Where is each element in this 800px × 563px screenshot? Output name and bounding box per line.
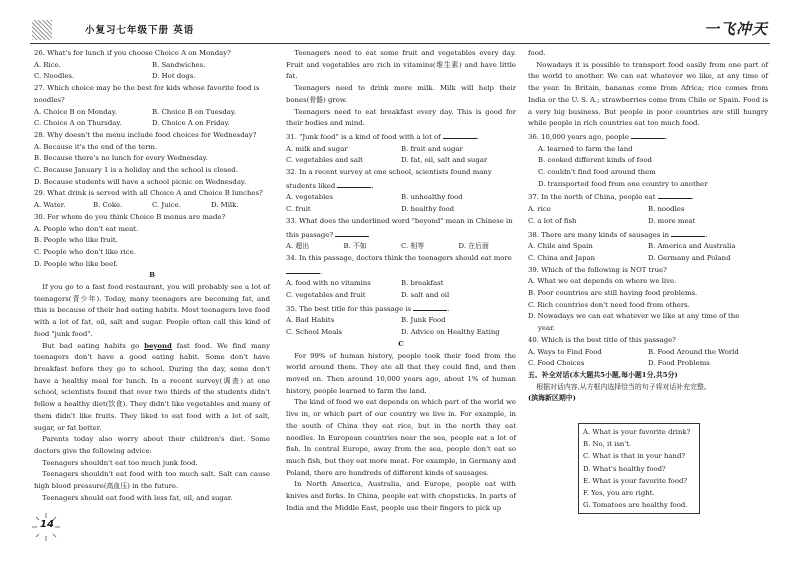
option-b: D. Food Problems (648, 359, 710, 368)
question-line: 26. What's for lunch if you choose Choice A on Monday? (34, 49, 231, 57)
question-line (286, 130, 516, 144)
page-number-badge (31, 512, 61, 542)
question-text: 37. In the north of China, people eat (528, 193, 658, 202)
section-letter: C (398, 339, 404, 348)
option-a: C. vegetables and fruit (286, 291, 366, 300)
question-text: . (447, 304, 450, 313)
option-row (528, 241, 768, 253)
question-line (528, 228, 768, 242)
option-row (528, 253, 768, 265)
option-b: D. salt and oil (401, 291, 450, 300)
option-row (286, 144, 516, 156)
option-a: A. 超出 (286, 242, 310, 251)
question-line: D. Because students will have a school picnic on Wednesday. (34, 177, 247, 186)
question-text: . (691, 193, 694, 202)
option-line: year. (538, 324, 555, 333)
option-b: B. Coke. (93, 201, 123, 210)
option-b: D. Germany and Poland (648, 253, 731, 262)
option-row (34, 118, 270, 130)
question-text: 31. "Junk food" is a kind of food with a lot of (286, 132, 443, 141)
option-a: C. School Meals (286, 328, 343, 337)
question-line: C. People who don't like rice. (34, 247, 136, 256)
option-row (286, 204, 516, 216)
question-line: noodles? (34, 95, 65, 104)
question-line: 30. For whom do you think Choice B menus are made? (34, 212, 226, 221)
question-text: this passage? (286, 230, 336, 239)
section-letter: B (149, 271, 155, 280)
answer-blank (335, 228, 369, 237)
question-line: B. Because there's no lunch for every Wednesday. (34, 154, 208, 163)
question-line (528, 130, 768, 144)
option-a: C. China and Japan (528, 253, 596, 262)
question-text: . (665, 132, 668, 141)
question-line: 27. Which choice may be the best for kids whose favorite food is (34, 84, 260, 93)
option-b: B. Junk Food (401, 316, 446, 325)
option-row (286, 315, 516, 327)
question-text: . (476, 132, 480, 141)
option-c: C. 相等 (401, 242, 425, 251)
header-divider (30, 43, 770, 44)
page-number: 14 (40, 519, 54, 530)
passage-paragraph: Teenagers need to eat breakfast every day. This is good for their bodies and mind. (286, 107, 516, 128)
option-b: B. breakfast (401, 279, 444, 288)
question-line: 29. What drink is served with all Choice A and Choice B lunches? (34, 189, 263, 198)
header-title: 小复习七年级下册 英语 (85, 25, 195, 36)
dialogue-option: F. Yes, you are right. (583, 489, 655, 498)
question-line: C. Rich countries don't need food from others. (528, 300, 690, 309)
brand-logo: 一飞冲天 (703, 20, 768, 38)
question-line: food. (528, 49, 546, 57)
option-b: B. Sandwiches. (152, 60, 206, 69)
question-line: 33. What does the underlined word "beyond" mean in Chinese in (286, 216, 513, 225)
option-row (528, 358, 768, 370)
option-row (34, 60, 270, 72)
option-d: D. 在后面 (458, 242, 489, 251)
option-a: A. Chile and Spain (528, 242, 593, 251)
option-b: D. fat, oil, salt and sugar (401, 156, 488, 165)
option-a: C. fruit (286, 205, 311, 214)
passage-paragraph: If you go to a fast food restaurant, you will probably see a lot of teenagers(青少年). Today, many teenagers are becoming fat, and this is because of their bad eating habits. Most teenagers love food with a lot of fat, oil, salt and sugar. People often call this kind of food "junk food". (34, 283, 270, 338)
passage-paragraph: For 99% of human history, people took their food from the world around them. They ate all that they could find, and then moved on. Then around 10,000 years ago, about 1% of human history, people learned to farm the land. (286, 351, 516, 395)
option-a: A. Bad Habits (286, 316, 335, 325)
option-a: C. a lot of fish (528, 216, 577, 225)
option-line: B. cooked different kinds of food (538, 156, 652, 165)
option-b: D. Choice A on Friday. (152, 119, 230, 128)
option-row (286, 241, 516, 253)
question-line: 34. In this passage, doctors think the teenagers should eat more (286, 253, 512, 262)
question-line (286, 302, 516, 316)
section-heading: 五、补全对话(本大题共5小题,每小题1分,共5分) (528, 370, 678, 379)
question-line: 32. In a recent survey at one school, scientists found many (286, 168, 492, 177)
answer-blank (337, 179, 374, 190)
question-line: B. Poor countries are still having food problems. (528, 289, 698, 298)
question-line: 39. Which of the following is NOT true? (528, 265, 667, 274)
option-a: A. Choice B on Monday. (34, 107, 117, 116)
option-b: B. unhealthy food (401, 193, 463, 202)
dialogue-option: D. What's healthy food? (583, 464, 666, 473)
passage-paragraph: Teenagers need to eat some fruit and vegetables every day. Fruit and vegetables are rich in vitamins(维生素) and have little fat. (286, 49, 516, 81)
answer-blank (631, 130, 668, 141)
option-b: D. Advice on Healthy Eating (401, 328, 500, 337)
question-line (286, 265, 516, 279)
question-line (286, 228, 516, 242)
column-middle (286, 48, 516, 514)
dialogue-option: G. Tomatoes are healthy food. (583, 501, 688, 510)
question-text: 38. There are many kinds of sausages in (528, 230, 672, 239)
option-b: B. noodles (648, 205, 685, 214)
passage-paragraph: The kind of food we eat depends on which part of the world we live in, or which part of our country we live in. For example, in the south of China they eat rice, but in the north they eat noodles. In European countries near the sea, people eat a lot of fish. In central Europe, away from the sea, people don't eat so much fish, but they eat more meat. For example, in Germany and Poland, there are hundreds of different kinds of sausages. (286, 398, 516, 477)
answer-blank (286, 265, 323, 276)
question-text: . (371, 181, 374, 190)
option-b: B. Choice B on Tuesday. (152, 107, 236, 116)
option-a: C. Noodles. (34, 72, 75, 81)
question-line (528, 190, 768, 204)
dialogue-options-box (578, 423, 700, 514)
option-row (528, 216, 768, 228)
answer-blank (658, 190, 694, 202)
passage-paragraph: Parents today also worry about their children's diet. Some doctors give the following advice: (34, 435, 270, 455)
option-row (34, 71, 270, 83)
option-d: D. Milk. (211, 201, 239, 210)
option-a: A. Ways to Find Food (528, 347, 602, 356)
passage-paragraph: In North America, Australia, and Europe, people eat with knives and forks. In China, people eat with chopsticks. In parts of India and the Middle East, people use their fingers to pick up (286, 480, 516, 512)
question-text: . (320, 267, 323, 276)
page-header (30, 18, 770, 42)
option-row (528, 204, 768, 216)
option-a: C. vegetables and salt (286, 156, 363, 165)
question-text: students liked (286, 181, 338, 190)
option-line: D. transported food from one country to another (538, 179, 708, 188)
passage-paragraph (34, 341, 270, 435)
option-a: A. food with no vitamins (286, 279, 371, 288)
dialogue-option: C. What is that in your hand? (583, 452, 686, 461)
option-b: D. Hot dogs. (152, 72, 196, 81)
passage-paragraph: Teenagers need to drink more milk. Milk will help their bones(骨骼) grow. (286, 84, 516, 104)
passage-paragraph: Teenagers shouldn't eat food with too much salt. Salt can cause high blood pressure(高血压) in the future. (34, 470, 270, 491)
option-c: C. Juice. (152, 201, 181, 210)
question-text: . (705, 230, 708, 239)
question-line: A. People who don't eat meat. (34, 224, 139, 233)
option-a: A. rice (528, 205, 551, 214)
question-line: C. Because January 1 is a holiday and the school is closed. (34, 166, 238, 175)
option-row (286, 155, 516, 167)
option-a: A. Rice. (34, 60, 61, 69)
question-text: 35. The best title for this passage is (286, 304, 414, 313)
passage-paragraph: 根据对话内容,从方框内选择恰当的句子将对话补充完整。 (536, 382, 711, 391)
answer-blank (443, 130, 480, 141)
question-line: D. People who like beef. (34, 259, 118, 268)
dialogue-option: A. What is your favorite drink? (583, 428, 691, 436)
option-a: A. Water. (34, 201, 66, 210)
option-row (286, 192, 516, 204)
paragraph-text: fast food. We find many teenagers don't have a good eating habit. Some don't have breakfast before they go to school. During the day, some don't have a healthy meal for lunch. In a recent survey(调查) at one school, scientists found that over two thirds of the students didn't follow a healthy diet(饮食). They didn't like vegetables and many of them didn't like fruits. They liked to eat food with a lot of salt, sugar, or fat better. (34, 341, 270, 432)
column-left (34, 48, 270, 504)
option-b: D. more meat (648, 216, 696, 225)
option-row (286, 290, 516, 302)
option-a: C. Food Choices (528, 359, 585, 368)
dialogue-option: B. No, it isn't. (583, 440, 632, 449)
question-line: 40. Which is the best title of this passage? (528, 335, 676, 344)
header-pattern-icon (32, 20, 52, 40)
option-row (528, 347, 768, 359)
passage-paragraph: Teenagers shouldn't eat too much junk food. (42, 458, 198, 467)
passage-paragraph: Teenagers should eat food with less fat, oil, and sugar. (42, 493, 233, 502)
question-text: 36. 10,000 years ago, people (528, 132, 632, 141)
option-b: D. healthy food (401, 205, 455, 214)
column-right (528, 48, 768, 405)
question-line: D. Nowadays we can eat whatever we like at any time of the (528, 312, 740, 321)
underlined-word: beyond (144, 341, 172, 350)
question-line (286, 179, 516, 193)
option-row (34, 107, 270, 119)
question-line: A. What we eat depends on where we live. (528, 277, 677, 286)
answer-blank (413, 302, 450, 313)
option-a: A. milk and sugar (286, 144, 348, 153)
option-a: C. Choice A on Thursday. (34, 119, 122, 128)
option-b: B. fruit and sugar (401, 144, 463, 153)
passage-paragraph: Nowadays it is possible to transport food easily from one part of the world to another. We can eat whatever we like, at any time of the year. In Britain, bananas come from Africa; rice comes from India or the U. S. A.; strawberries come from Chile or Spain. Food is a very big business. But people in poor countries are still hungry while people in rich countries eat too much food. (528, 60, 768, 128)
question-line: B. People who like fruit. (34, 236, 118, 245)
question-line: 28. Why doesn't the menu include food choices for Wednesday? (34, 130, 257, 139)
option-a: A. vegetables (286, 193, 333, 202)
option-row (34, 200, 270, 212)
option-b: B. America and Australia (648, 242, 736, 251)
dialogue-option: E. What is your favorite food? (583, 476, 688, 485)
option-row (286, 278, 516, 290)
option-line: A. learned to farm the land (538, 144, 633, 153)
paragraph-text: But bad eating habits go (42, 341, 145, 350)
question-line: A. Because it's the end of the term. (34, 142, 158, 151)
section-heading: (滨海新区期中) (528, 394, 576, 403)
option-row (286, 327, 516, 339)
option-line: C. couldn't find food around them (538, 168, 656, 177)
answer-blank (671, 228, 708, 239)
option-b: B. Food Around the World (648, 347, 739, 356)
option-b: B. 不如 (343, 242, 367, 251)
